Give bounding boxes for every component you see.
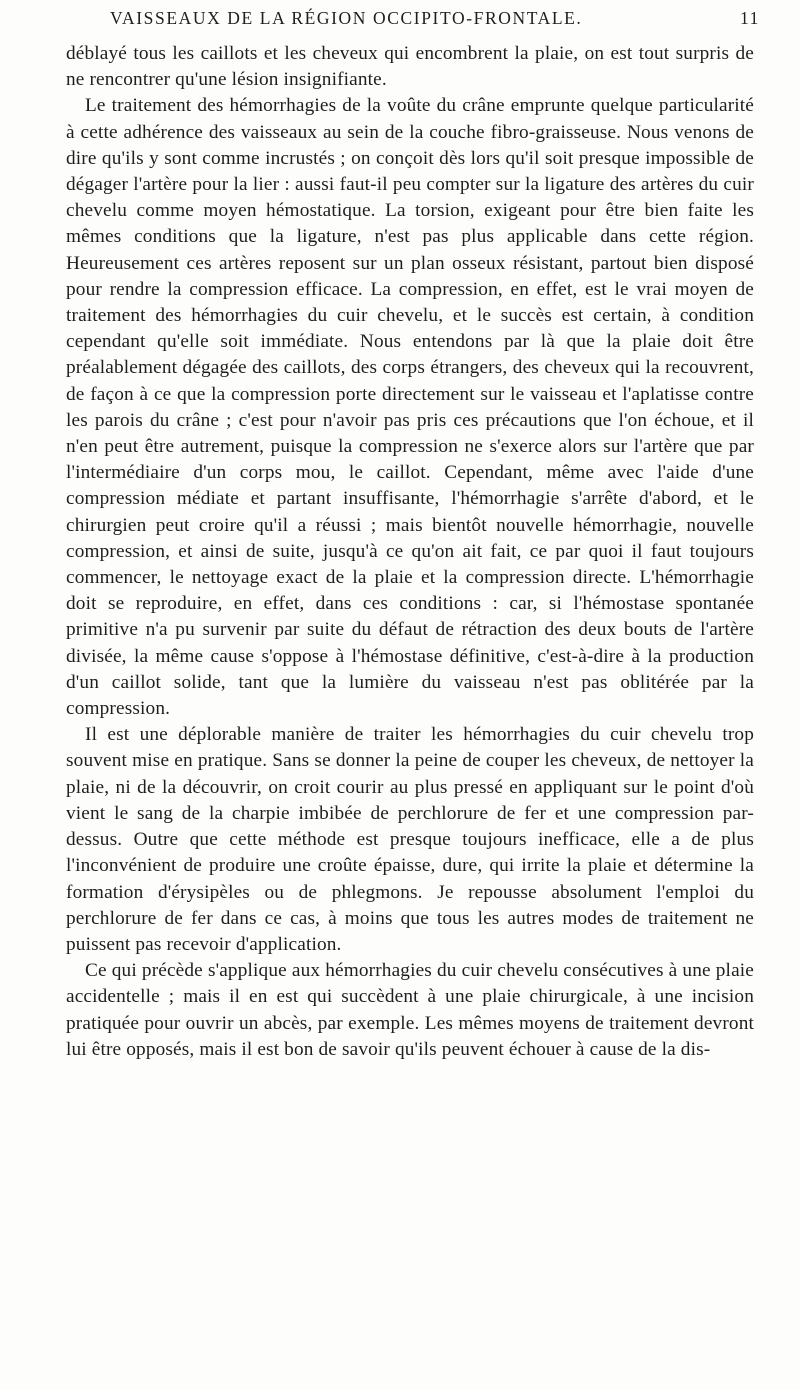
body-text: [66, 41, 754, 1063]
paragraph: Il est une déplorable manière de traiter les hémorrhagies du cuir chevelu trop souvent mise en pratique. Sans se donner la peine de couper les cheveux, de nettoyer la plaie, ni de la découvrir, on croit courir au plus pressé en appliquant sur le point d'où vient le sang de la charpie imbibée de perchlorure de fer et une compression par-dessus. Outre que cette méthode est presque toujours inefficace, elle a de plus l'inconvénient de produire une croûte épaisse, dure, qui irrite la plaie et détermine la formation d'érysipèles ou de phlegmons. Je repousse absolument l'emploi du perchlorure de fer dans ce cas, à moins que tous les autres modes de traitement ne puissent pas recevoir d'application.: [66, 724, 754, 955]
page-number: 11: [739, 8, 760, 28]
running-header: [110, 8, 760, 34]
paragraph: Ce qui précède s'applique aux hémorrhagies du cuir chevelu consécutives à une plaie accidentelle ; mais il en est qui succèdent à une plaie chirurgicale, à une incision pratiquée pour ouvrir un abcès, par exemple. Les mêmes moyens de traitement devront lui être opposés, mais il est bon de savoir qu'ils peuvent échouer à cause de la dis-: [66, 960, 754, 1060]
paragraph: Le traitement des hémorrhagies de la voûte du crâne emprunte quelque particularité à cette adhérence des vaisseaux au sein de la couche fibro-graisseuse. Nous venons de dire qu'ils y sont comme incrustés ; on conçoit dès lors qu'il soit presque impossible de dégager l'artère pour la lier : aussi faut-il peu compter sur la ligature des artères du cuir chevelu comme moyen hémostatique. La torsion, exigeant pour être bien faite les mêmes conditions que la ligature, n'est pas plus applicable dans cette région. Heureusement ces artères reposent sur un plan osseux résistant, partout bien disposé pour rendre la compression efficace. La compression, en effet, est le vrai moyen de traitement des hémorrhagies du cuir chevelu, et le succès est certain, à condition cependant qu'elle soit immédiate. Nous entendons par là que la plaie doit être préalablement dégagée des caillots, des corps étrangers, des cheveux qui la recouvrent, de façon à ce que la compression porte directement sur le vaisseau et l'aplatisse contre les parois du crâne ; c'est pour n'avoir pas pris ces précautions que l'on échoue, et il n'en peut être autrement, puisque la compression ne s'exerce alors sur l'artère que par l'intermédiaire d'un corps mou, le caillot. Cependant, même avec l'aide d'une compression médiate et partant insuffisante, l'hémorrhagie s'arrête d'abord, et le chirurgien peut croire qu'il a réussi ; mais bientôt nouvelle hémorrhagie, nouvelle compression, et ainsi de suite, jusqu'à ce qu'on ait fait, ce par quoi il faut toujours commencer, le nettoyage exact de la plaie et la compression directe. L'hémorrhagie doit se reproduire, en effet, dans ces conditions : car, si l'hémostase spontanée primitive n'a pu survenir par suite du défaut de rétraction des deux bouts de l'artère divisée, la même cause s'oppose à l'hémostase définitive, c'est-à-dire à la production d'un caillot solide, tant que la lumière du vaisseau n'est pas oblitérée par la compression.: [66, 95, 754, 720]
paragraph: déblayé tous les caillots et les cheveux qui encombrent la plaie, on est tout surpris de ne rencontrer qu'une lésion insignifiante.: [66, 43, 754, 91]
running-title: VAISSEAUX DE LA RÉGION OCCIPITO-FRONTALE.: [110, 8, 583, 28]
